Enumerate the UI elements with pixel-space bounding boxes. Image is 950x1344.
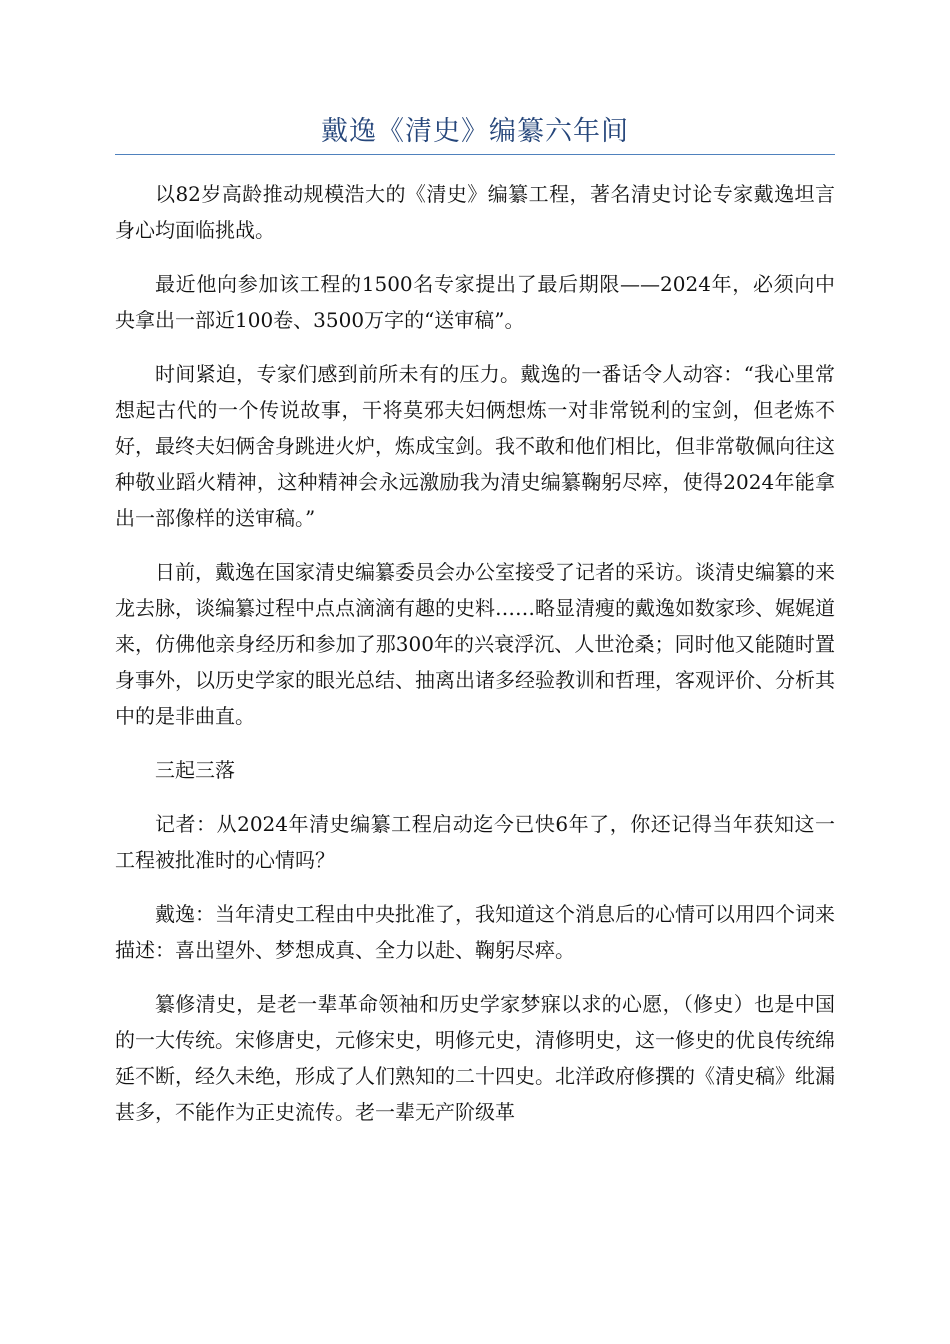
title-underline [115, 154, 835, 155]
paragraph-answer: 戴逸：当年清史工程由中央批准了，我知道这个消息后的心情可以用四个词来描述：喜出望外、梦想成真、全力以赴、鞠躬尽瘁。 [115, 902, 835, 962]
paragraph-quote: 时间紧迫，专家们感到前所未有的压力。戴逸的一番话令人动容：“我心里常想起古代的一个传说故事，干将莫邪夫妇俩想炼一对非常锐利的宝剑，但老炼不好，最终夫妇俩舍身跳进火炉，炼成宝剑。我不敢和他们相比，但非常敬佩向往这种敬业蹈火精神，这种精神会永远激励我为清史编纂鞠躬尽瘁，使得2024年能拿出一部像样的送审稿。” [115, 362, 835, 530]
document-body [115, 176, 835, 1148]
paragraph-history: 纂修清史，是老一辈革命领袖和历史学家梦寐以求的心愿，（修史）也是中国的一大传统。宋修唐史，元修宋史，明修元史，清修明史，这一修史的优良传统绵延不断，经久未绝，形成了人们熟知的二十四史。北洋政府修撰的《清史稿》纰漏甚多，不能作为正史流传。老一辈无产阶级革 [115, 992, 835, 1124]
paragraph-question: 记者：从2024年清史编纂工程启动迄今已快6年了，你还记得当年获知这一工程被批准时的心情吗？ [115, 812, 835, 872]
section-heading: 三起三落 [155, 758, 235, 782]
document-title: 戴逸《清史》编纂六年间 [321, 116, 629, 147]
paragraph-intro: 以82岁高龄推动规模浩大的《清史》编纂工程，著名清史讨论专家戴逸坦言身心均面临挑战。 [115, 182, 835, 242]
paragraph-interview: 日前，戴逸在国家清史编纂委员会办公室接受了记者的采访。谈清史编纂的来龙去脉，谈编纂过程中点点滴滴有趣的史料……略显清瘦的戴逸如数家珍、娓娓道来，仿佛他亲身经历和参加了那300年的兴衰浮沉、人世沧桑；同时他又能随时置身事外，以历史学家的眼光总结、抽离出诸多经验教训和哲理，客观评价、分析其中的是非曲直。 [115, 560, 835, 728]
paragraph-deadline: 最近他向参加该工程的1500名专家提出了最后期限——2024年，必须向中央拿出一部近100卷、3500万字的“送审稿”。 [115, 272, 835, 332]
